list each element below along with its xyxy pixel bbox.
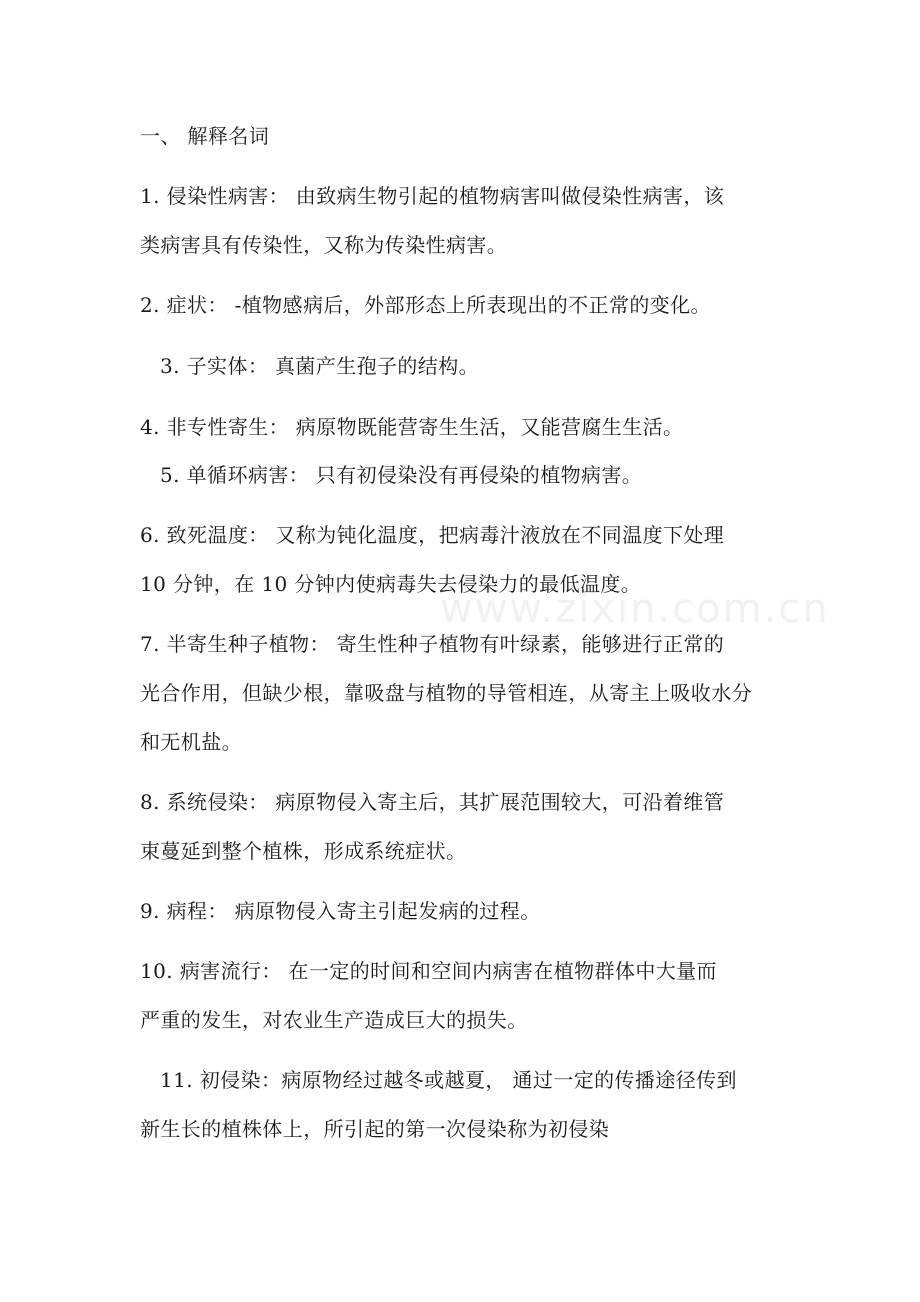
term-10-line-1: 10. 病害流行： 在一定的时间和空间内病害在植物群体中大量而 xyxy=(140,959,717,983)
term-11-line-2: 新生长的植株体上，所引起的第一次侵染称为初侵染 xyxy=(140,1117,610,1141)
term-4: 4. 非专性寄生： 病原物既能营寄生生活，又能营腐生生活。 xyxy=(140,415,684,439)
term-7-line-3: 和无机盐。 xyxy=(140,730,242,754)
term-7-line-1: 7. 半寄生种子植物： 寄生性种子植物有叶绿素，能够进行正常的 xyxy=(140,632,725,656)
term-7-line-2: 光合作用，但缺少根，靠吸盘与植物的导管相连，从寄主上吸收水分 xyxy=(140,681,752,705)
term-9: 9. 病程： 病原物侵入寄主引起发病的过程。 xyxy=(140,899,541,923)
term-3: 3. 子实体： 真菌产生孢子的结构。 xyxy=(160,354,479,378)
term-1-line-1: 1. 侵染性病害： 由致病生物引起的植物病害叫做侵染性病害，该 xyxy=(140,184,725,208)
term-11-line-1: 11. 初侵染：病原物经过越冬或越夏， 通过一定的传播途径传到 xyxy=(160,1068,737,1092)
term-1-line-2: 类病害具有传染性，又称为传染性病害。 xyxy=(140,233,508,257)
section-heading: 一、 解释名词 xyxy=(140,124,270,148)
term-8-line-1: 8. 系统侵染： 病原物侵入寄主后，其扩展范围较大，可沿着维管 xyxy=(140,790,725,814)
term-10-line-2: 严重的发生，对农业生产造成巨大的损失。 xyxy=(140,1008,528,1032)
term-6-line-1: 6. 致死温度： 又称为钝化温度，把病毒汁液放在不同温度下处理 xyxy=(140,523,725,547)
term-2: 2. 症状： -植物感病后，外部形态上所表现出的不正常的变化。 xyxy=(140,293,711,317)
term-6-line-2: 10 分钟，在 10 分钟内使病毒失去侵染力的最低温度。 xyxy=(140,572,642,596)
watermark: www.zixin.com.cn xyxy=(440,586,830,632)
term-5: 5. 单循环病害： 只有初侵染没有再侵染的植物病害。 xyxy=(160,463,643,487)
term-8-line-2: 束蔓延到整个植株，形成系统症状。 xyxy=(140,839,467,863)
